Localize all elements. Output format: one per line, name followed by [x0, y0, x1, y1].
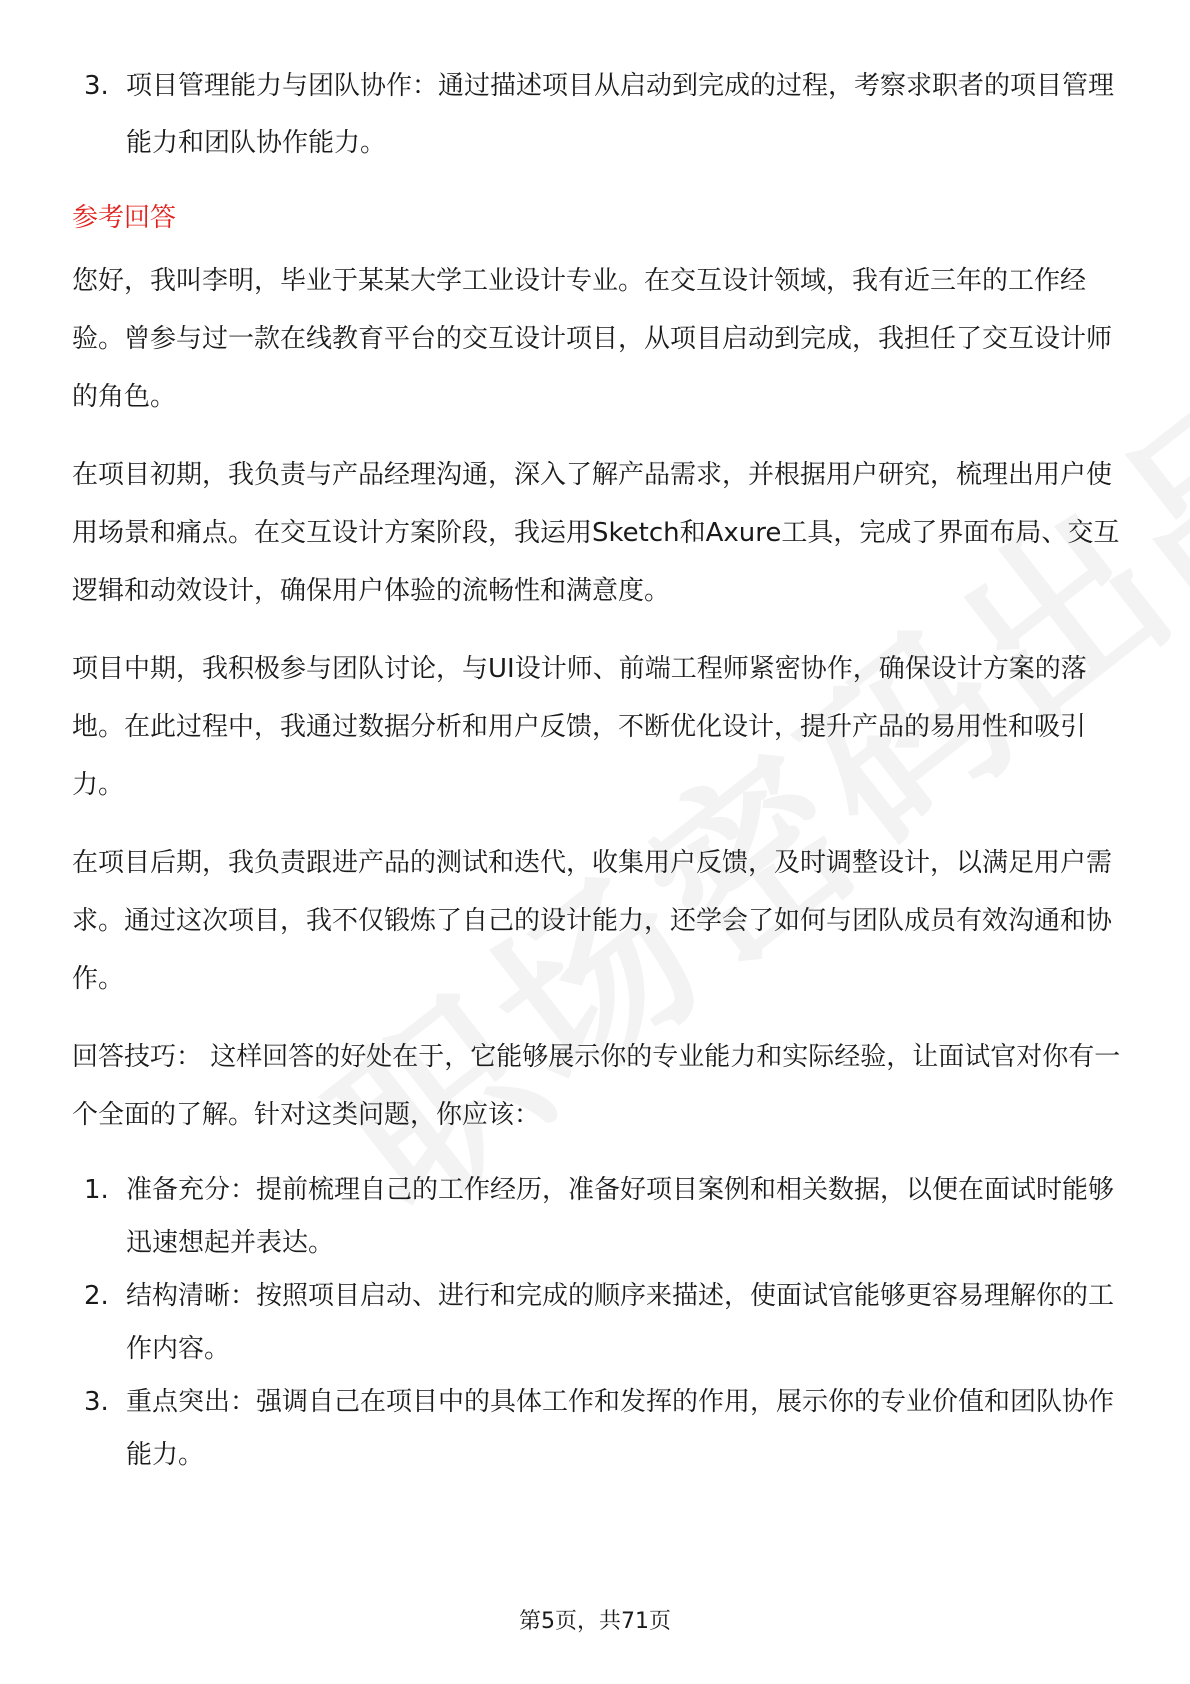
list-item-number: 2. [84, 1281, 109, 1311]
list-item [72, 1164, 1122, 1270]
list-item-text: 结构清晰：按照项目启动、进行和完成的顺序来描述，使面试官能够更容易理解你的工作内容。 [126, 1281, 1115, 1364]
list-item-number: 3. [84, 71, 109, 101]
list-item-text: 重点突出：强调自己在项目中的具体工作和发挥的作用，展示你的专业价值和团队协作能力。 [126, 1387, 1115, 1470]
intro-list [72, 58, 1122, 172]
list-item-number: 1. [84, 1175, 109, 1205]
list-item-text: 准备充分：提前梳理自己的工作经历，准备好项目案例和相关数据，以便在面试时能够迅速想起并表达。 [126, 1175, 1115, 1258]
paragraph-late-phase: 在项目后期，我负责跟进产品的测试和迭代，收集用户反馈，及时调整设计，以满足用户需求。通过这次项目，我不仅锻炼了自己的设计能力，还学会了如何与团队成员有效沟通和协作。 [72, 848, 1113, 994]
page-content [72, 58, 1122, 1482]
paragraph-mid-phase: 项目中期，我积极参与团队讨论，与UI设计师、前端工程师紧密协作，确保设计方案的落地。在此过程中，我通过数据分析和用户反馈，不断优化设计，提升产品的易用性和吸引力。 [72, 654, 1087, 800]
paragraph-intro: 您好，我叫李明，毕业于某某大学工业设计专业。在交互设计领域，我有近三年的工作经验。曾参与过一款在线教育平台的交互设计项目，从项目启动到完成，我担任了交互设计师的角色。 [72, 266, 1113, 412]
paragraph-answer-tips: 回答技巧： 这样回答的好处在于，它能够展示你的专业能力和实际经验，让面试官对你有一个全面的了解。针对这类问题，你应该： [72, 1042, 1121, 1130]
list-item [72, 58, 1122, 172]
list-item-number: 3. [84, 1387, 109, 1417]
list-item [72, 1270, 1122, 1376]
tips-list [72, 1164, 1122, 1482]
paragraph-early-phase: 在项目初期，我负责与产品经理沟通，深入了解产品需求，并根据用户研究，梳理出用户使用场景和痛点。在交互设计方案阶段，我运用Sketch和Axure工具，完成了界面布局、交互逻辑和动效设计，确保用户体验的流畅性和满意度。 [72, 460, 1120, 606]
list-item [72, 1376, 1122, 1482]
page-number-footer: 第5页，共71页 [519, 1609, 671, 1634]
list-item-text: 项目管理能力与团队协作：通过描述项目从启动到完成的过程，考察求职者的项目管理能力和团队协作能力。 [126, 71, 1115, 158]
section-title: 参考回答 [72, 203, 177, 233]
